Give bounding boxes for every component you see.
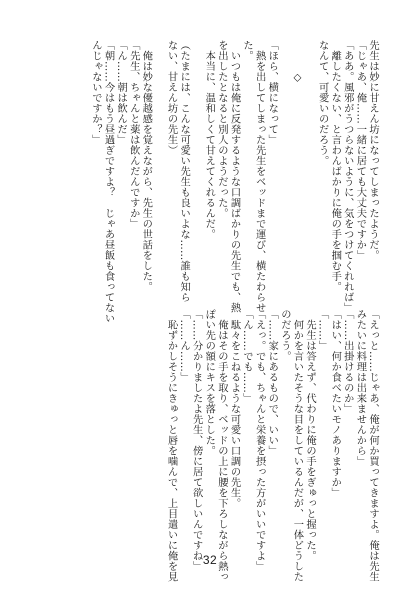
text-line: 「はい、何か食べたいモノありますか」 <box>329 309 342 498</box>
text-line: いつもは俺に反発するような口調ばかりの先生でも、熱 <box>228 40 241 313</box>
text-line: 先生は妙に甘えん坊になってしまったようだ。 <box>367 40 379 261</box>
text-line: 「先生、ちゃんと薬は飲んだんですか」 <box>127 40 140 229</box>
text-line: （たまには、こんな可愛い先生も良いよな……誰も知ら <box>178 40 191 303</box>
text-line: 「ほら、横になって」 <box>266 40 279 145</box>
text-line: 「ん……でも……」 <box>241 309 254 404</box>
text-line: 「……家にあるもので、いい」 <box>266 309 279 456</box>
text-line: 「……ん……」 <box>178 309 191 383</box>
text-line: なんて、可愛いのだろう。 <box>316 40 329 166</box>
text-line <box>278 40 291 274</box>
text-line: 本当に、温和しくて甘えてくれるんだ。 <box>203 40 216 240</box>
text-line: 先生は答えず、代わりに俺の手をぎゅっと握った。 <box>304 309 317 561</box>
page-number: 32 <box>202 553 218 567</box>
text-line <box>152 40 165 274</box>
text-line: のだろう。 <box>278 309 291 362</box>
text-line: 「えっ。でも、ちゃんと栄養を摂った方がいいですよ」 <box>253 309 266 572</box>
text-line: 「ああ。風邪がうつらないように、気をつけてくれれば」 <box>341 40 354 313</box>
text-line: 「じゃあ、俺……一緒に居ても大丈夫ですか」 <box>354 40 367 261</box>
text-line: 「……出掛けるのか」 <box>341 309 354 414</box>
text-line <box>303 40 316 274</box>
text-line: 恥ずかしそうにきゅっと唇を噛んで、上目遣いに俺を見 <box>165 309 178 582</box>
text-line: 離したくない、と言わんばかりに俺の手を掴む手。 <box>329 40 342 292</box>
text-line: 「ん……朝は飲んだ」 <box>115 40 128 145</box>
upper-text-block <box>39 40 379 324</box>
text-line: んじゃないですか？」 <box>89 40 102 145</box>
text-line: を出したとなると別人のようだった。 <box>215 40 228 219</box>
text-line <box>190 40 203 274</box>
text-line: ない、甘えん坊の先生） <box>165 40 178 156</box>
text-line: ◇ <box>291 40 304 84</box>
text-line: 駄々をこねるような可愛い口調の先生。 <box>228 309 241 509</box>
text-line: 俺は妙な優越感を覚えながら、先生の世話をした。 <box>140 40 153 292</box>
text-line: 熱を出してしまった先生をベッドまで運び、横たわらせ <box>253 40 266 313</box>
text-line: 「えっと……じゃあ、俺が何か買ってきますよ。俺は先生 <box>367 309 379 582</box>
text-line: 「朝……今はもう昼過ぎですよ？ じゃあ昼飯も食ってない <box>102 40 115 324</box>
text-line: ぽい先の額にキスを落とした。 <box>203 309 216 456</box>
text-line: 「……」 <box>316 309 329 351</box>
text-line: た。 <box>241 40 254 61</box>
text-line: 俺はその手を取り、ベッドの上に腰を下ろしながら熱っ <box>215 309 228 582</box>
text-line: 「……分かりましたよ先生、傍に居て欲しいんですね」 <box>190 309 203 572</box>
text-line: 何かを言いたそうな目をしているんだが、一体どうした <box>291 309 304 582</box>
text-line: みたいに料理は出来ませんから」 <box>354 309 367 467</box>
